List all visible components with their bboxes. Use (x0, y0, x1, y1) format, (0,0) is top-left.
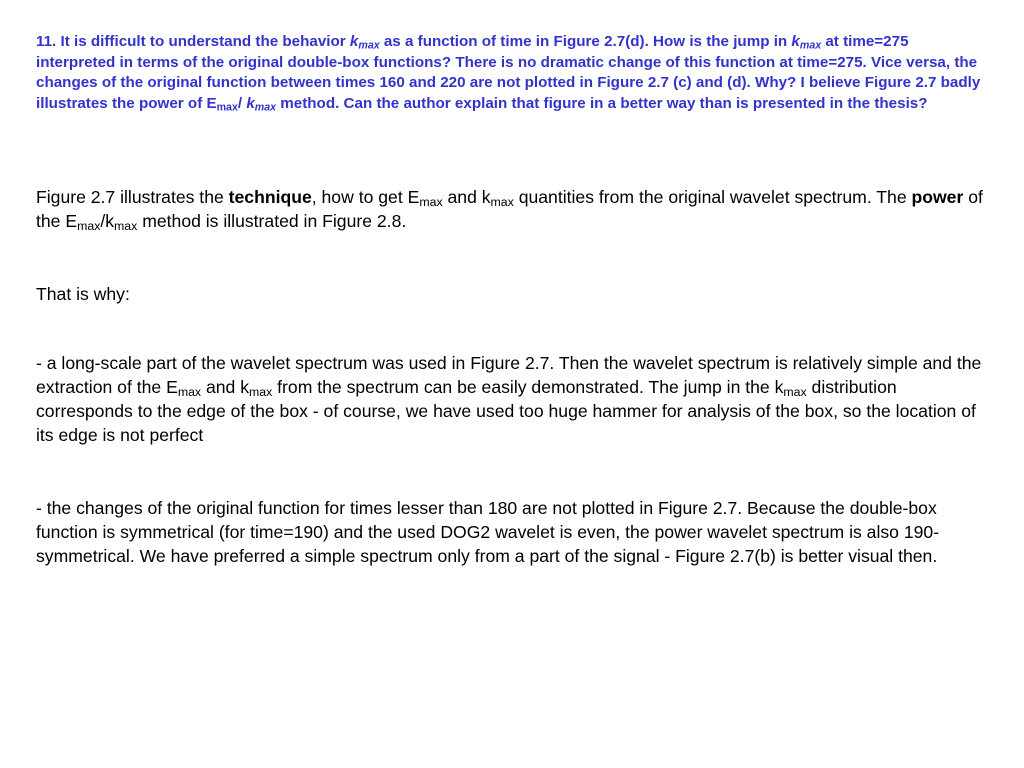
answer-text: and k (442, 187, 491, 207)
reviewer-question (36, 32, 986, 114)
max-subscript: max (358, 39, 380, 52)
max-subscript: max (419, 195, 443, 210)
answer-text: /k (100, 211, 115, 231)
answer-text: quantities from the original wavelet spectrum. The (513, 187, 912, 207)
answer-text: and k (201, 377, 250, 397)
bold-power: power (911, 187, 964, 207)
question-text: / (237, 94, 247, 112)
answer-paragraph-that-is-why: That is why: (36, 284, 130, 304)
k-symbol: k (349, 33, 359, 50)
answer-text: , how to get E (311, 187, 420, 207)
max-subscript: max (799, 39, 822, 52)
question-text: 11. It is difficult to understand the behavior (36, 33, 350, 50)
bold-technique: technique (228, 187, 312, 207)
answer-text: - a long-scale part of the wavelet spectrum was used in Figure 2.7. Then the wavelet spectrum is relatively simple and the extraction of the E (36, 353, 982, 397)
max-subscript: max (77, 219, 101, 234)
max-subscript: max (216, 101, 238, 114)
max-subscript: max (114, 219, 138, 234)
answer-paragraph-symmetry: - the changes of the original function for times lesser than 180 are not plotted in Figure 2.7. Because the double-box function is symmetrical (for time=190) and the used DOG2 wavelet is even, the power wavelet spectrum is also 190-symmetrical. We have preferred a simple spectrum only from a part of the signal - Figure 2.7(b) is better visual then. (36, 498, 940, 566)
answer-text: Figure 2.7 illustrates the (36, 187, 229, 207)
answer-paragraph-long-scale (36, 351, 996, 447)
max-subscript: max (254, 101, 277, 114)
k-symbol: k (246, 94, 255, 112)
max-subscript: max (177, 385, 202, 400)
answer-text: method is illustrated in Figure 2.8. (137, 211, 407, 231)
max-subscript: max (783, 385, 807, 400)
question-text: at time=275 interpreted in terms of the original double-box functions? There is no dramatic change of this function at time=275. Vice versa, the changes of the original function between times 160 and 220 are not plotted in Figure 2.7 (c) and (d). Why? I believe Figure 2.7 badly illustrates the power of E (36, 33, 981, 112)
answer-text: distribution corresponds to the edge of the box - of course, we have used too huge hammer for analysis of the box, so the location of its edge is not perfect (36, 377, 976, 445)
question-text: as a function of time in Figure 2.7(d). How is the jump in (379, 33, 792, 50)
answer-paragraph-technique (36, 185, 996, 233)
question-text: method. Can the author explain that figure in a better way than is presented in the thesis? (276, 94, 928, 112)
k-symbol: k (791, 33, 800, 50)
answer-text: from the spectrum can be easily demonstrated. The jump in the k (272, 377, 784, 397)
answer-text: of the E (36, 187, 983, 231)
max-subscript: max (249, 385, 273, 400)
max-subscript: max (490, 195, 514, 210)
